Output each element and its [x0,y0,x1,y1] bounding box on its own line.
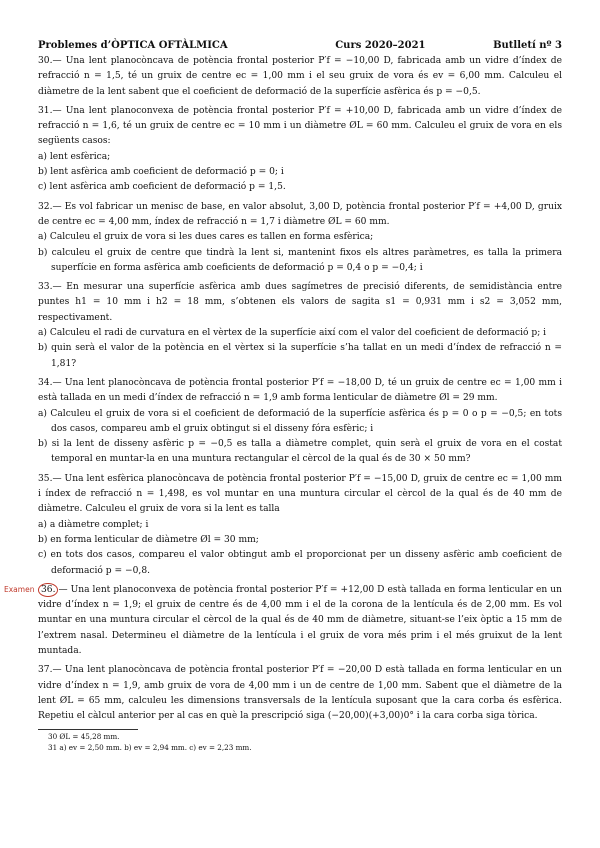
item-list [38,230,562,276]
problem-text: 32.— Es vol fabricar un menisc de base, en valor absolut, 3,00 D, potència frontal posterior P′f = +4,00 D, gruix de centre ec = 4,00 mm, índex de refracció n = 1,7 i diàmetre ØL = 60 mm. [38,201,562,227]
footnote-rule [38,729,138,730]
problem-text: 37.— Una lent planocòncava de potència frontal posterior P′f = −20,00 D està tallada en forma lenticular en un vidre d’índex n = 1,9, amb gruix de vora de 4,00 mm i un de centre de 1,00 mm. Sabent que el diàmetre de la lent ØL = 65 mm, calculeu les dimensions transversals de la lentícula suposant que la cara corba és esfèrica. Repetiu el càlcul anterior per al cas en què la prescripció siga (−20,00)(+3,00)0° i la cara corba siga tòrica. [38,665,562,722]
header-course: Curs 2020–2021 [335,40,426,51]
page [4,40,562,753]
header-bulletin: Butlletí nº 3 [493,40,562,51]
problem-text: 34.— Una lent planocòncava de potència frontal posterior P′f = −18,00 D, té un gruix de centre ec = 1,00 mm i està tallada en un medi d’índex de refracció n = 1,9 amb forma lenticular de diàmetre Øl = 29 mm. [38,377,562,404]
footnotes [38,732,562,753]
list-item: b) calculeu el gruix de centre que tindrà la lent si, mantenint fixos els altres paràmetres, es talla la primera superfície en forma asfèrica amb coeficients de deformació p = 0,4 o p = −0,4; i [38,247,562,273]
header [38,40,562,51]
exam-margin-note: Examen [4,584,35,594]
list-item: a) a diàmetre complet; i [38,519,149,530]
problem-text: 33.— En mesurar una superfície asfèrica amb dues sagímetres de precisió diferents, de semidistància entre puntes h1 = 10 mm i h2 = 18 mm, s’obtenen els valors de sagita s1 = 0,931 mm i s2 = 3,052 mm, respectivament. [38,282,562,323]
circled-problem-number: 36. [38,583,58,597]
item-list [38,326,562,372]
list-item: a) Calculeu el gruix de vora si el coeficient de deformació de la superfície asfèrica és p = 0 o p = −0,5; en tots dos casos, compareu amb el gruix obtingut si el disseny fóra esfèric; i [38,408,562,434]
problem-37 [38,663,562,724]
item-list [38,407,562,468]
problem-30 [38,54,562,100]
list-item: a) lent esfèrica; [38,151,111,162]
problem-36 [4,583,562,659]
problem-34 [38,376,562,468]
list-item: c) lent asfèrica amb coeficient de deformació p = 1,5. [38,182,286,193]
item-list [38,150,562,196]
problem-33 [38,280,562,372]
list-item: c) en tots dos casos, compareu el valor obtingut amb el proporcionat per un disseny asfèric amb coeficient de deformació p = −0,8. [38,550,562,576]
problem-35 [38,472,562,579]
list-item: b) en forma lenticular de diàmetre Øl = 30 mm; [38,534,259,545]
item-list [38,518,562,579]
footnote: 31 a) ev = 2,50 mm. b) ev = 2,94 mm. c) ev = 2,23 mm. [48,742,252,752]
list-item: a) Calculeu el radi de curvatura en el vèrtex de la superfície així com el valor del coeficient de deformació p; i [38,328,547,339]
list-item: a) Calculeu el gruix de vora si les dues cares es tallen en forma esfèrica; [38,232,374,243]
list-item: b) quin serà el valor de la potència en el vèrtex si la superfície s’ha tallat en un medi d’índex de refracció n = 1,81? [38,343,562,369]
problem-32 [38,200,562,276]
header-title: Problemes d’ÒPTICA OFTÀLMICA [38,40,228,51]
footnote: 30 ØL = 45,28 mm. [48,732,120,742]
problem-36-body: — Una lent planoconvexa de potència frontal posterior P′f = +12,00 D està tallada en forma lenticular en un vidre d’índex n = 1,9; el gruix de centre és de 4,00 mm i el de la corona de la lentícula és de 2,00 mm. Es vol muntar en una muntura circular el cèrcol de la qual és de 40 mm de diàmetre, situant-se l’eix òptic a 15 mm de l’extrem nasal. Determineu el diàmetre de la lentícula i el gruix de vora més prim i el més gruixut de la lent muntada. [38,584,562,656]
problem-text: 35.— Una lent esfèrica planocòncava de potència frontal posterior P′f = −15,00 D, gruix de centre ec = 1,00 mm i índex de refracció n = 1,498, es vol muntar en una muntura circular el cèrcol de la qual és de 40 mm de diàmetre. Calculeu el gruix de vora si la lent es talla [38,473,562,515]
problem-31 [38,104,562,196]
problem-text: 31.— Una lent planoconvexa de potència frontal posterior P′f = +10,00 D, fabricada amb un vidre d’índex de refracció n = 1,6, té un gruix de centre ec = 10 mm i un diàmetre ØL = 60 mm. Calculeu el gruix de vora en els següents casos: [38,105,562,147]
list-item: b) lent asfèrica amb coeficient de deformació p = 0; i [38,167,284,178]
list-item: b) si la lent de disseny asfèric p = −0,5 es talla a diàmetre complet, quin serà el gruix de vora en el costat temporal en muntar-la en una muntura rectangular el cèrcol de la qual és de 30 × 50 mm? [38,439,562,465]
problem-text [38,583,562,659]
problem-text: 30.— Una lent planocòncava de potència frontal posterior P′f = −10,00 D, fabricada amb un vidre d’índex de refracció n = 1,5, té un gruix de centre ec = 1,00 mm i el seu gruix de vora és ev = 6,00 mm. Calculeu el diàmetre de la lent sabent que el coeficient de deformació de la superfície asfèrica és p = −0,5. [38,56,562,97]
